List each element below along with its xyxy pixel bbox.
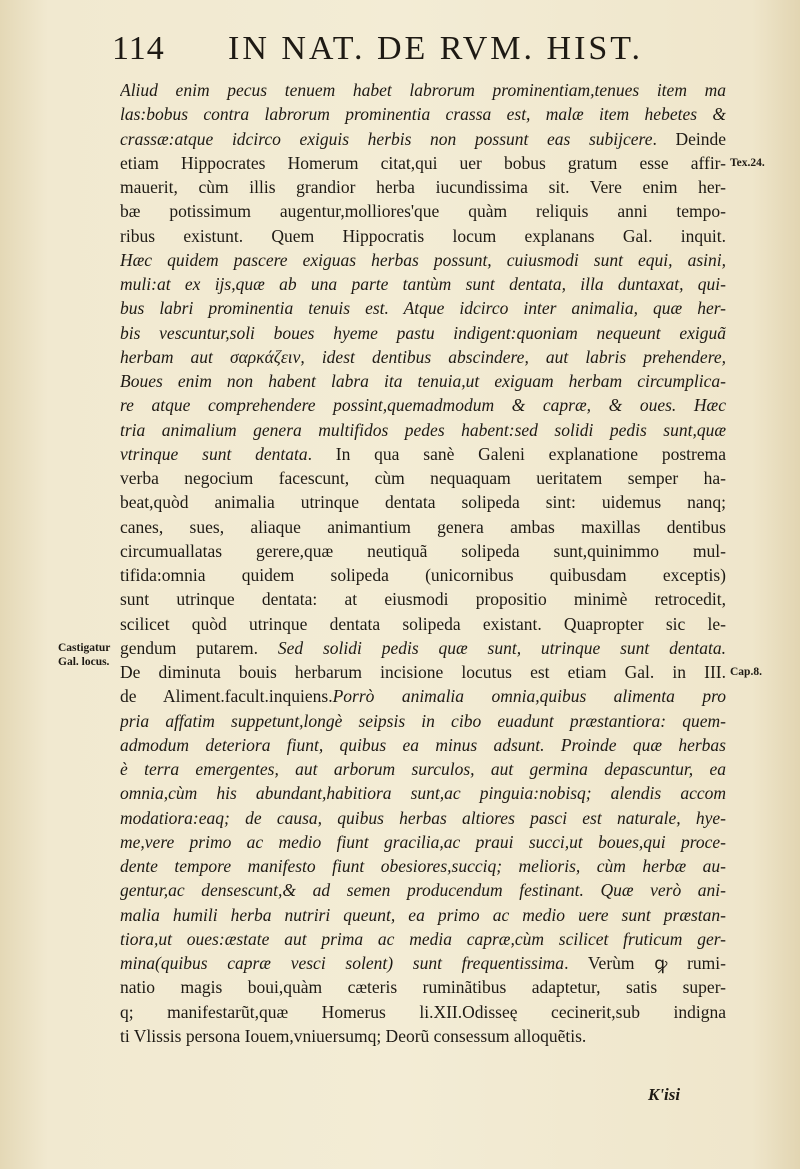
text-segment: vtrinque sunt dentata bbox=[120, 443, 308, 464]
text-line: Aliud enim pecus tenuem habet labrorum prominentiam,tenues item ma bbox=[120, 80, 726, 100]
text-line: re atque comprehendere possint,quemadmodum & capræ, & oues. Hæc bbox=[120, 395, 726, 416]
text-line: ti Vlissis persona Iouem,vniuersumq; Deorũ consessum alloquẽtis. bbox=[120, 1025, 587, 1046]
text-line: bis vescuntur,soli boues hyeme pastu indigent:quoniam nequeunt exiguã bbox=[120, 322, 726, 343]
text-segment: gendum putarem. bbox=[120, 637, 278, 658]
text-line: tifida:omnia quidem solipeda (unicornibus quibusdam exceptis) bbox=[120, 565, 726, 585]
text-line: bus labri prominentia tenuis est. Atque idcirco inter animalia, quæ her- bbox=[120, 298, 726, 319]
margin-note: Cap.8. bbox=[730, 666, 762, 678]
text-line: mauerit, cùm illis grandior herba iucundissima sit. Vere enim her- bbox=[120, 177, 726, 197]
text-line: gentur,ac densescunt,& ad semen producendum festinant. Quæ verò ani- bbox=[120, 880, 726, 901]
text-segment: de Aliment.facult.inquiens. bbox=[120, 686, 333, 707]
text-line: circumuallatas gerere,quæ neutiquã solipeda sunt,quinimmo mul- bbox=[120, 540, 726, 561]
text-line: sunt utrinque dentata: at eiusmodi propositio minimè retrocedit, bbox=[120, 589, 726, 610]
page-header bbox=[112, 30, 652, 70]
text-line: natio magis boui,quàm cæteris ruminãtibus adaptetur, satis super- bbox=[120, 977, 726, 998]
text-segment: Sed solidi pedis quæ sunt, utrinque sunt dentata. bbox=[277, 637, 726, 658]
text-line: muli:at ex ijs,quæ ab una parte tantùm sunt dentata, illa duntaxat, qui- bbox=[120, 274, 726, 294]
text-line: Hæc quidem pascere exiguas herbas possunt, cuiusmodi sunt equi, asini, bbox=[120, 249, 726, 270]
text-segment: . Verùm ꝙ rumi- bbox=[564, 953, 726, 973]
text-line: ribus existunt. Quem Hippocratis locum explanans Gal. inquit. bbox=[120, 225, 726, 246]
margin-note: Gal. locus. bbox=[58, 656, 110, 669]
page-number: 114 bbox=[112, 30, 165, 67]
text-line bbox=[120, 127, 726, 151]
text-line: tria animalium genera multifidos pedes habent:sed solidi pedis sunt,quæ bbox=[120, 419, 726, 440]
text-line: pria affatim suppetunt,longè seipsis in cibo euadunt præstantiora: quem- bbox=[120, 710, 726, 731]
text-line: etiam Hippocrates Homerum citat,qui uer bobus gratum esse affir- bbox=[120, 152, 726, 173]
text-line bbox=[120, 951, 726, 975]
text-line: Boues enim non habent labra ita tenuia,ut exiguam herbam circumplica- bbox=[120, 371, 726, 391]
text-segment: . Deinde bbox=[652, 128, 726, 149]
text-line: me,vere primo ac medio fiunt gracilia,ac praui succi,ut boues,qui proce- bbox=[120, 831, 726, 852]
text-segment: crassæ:atque idcirco exiguis herbis non possunt eas subijcere bbox=[120, 128, 653, 149]
text-line: las:bobus contra labrorum prominentia crassa est, malæ item hebetes & bbox=[120, 104, 726, 125]
text-segment: Porrò animalia omnia,quibus alimenta pro bbox=[332, 686, 726, 707]
text-line: dente tempore manifesto fiunt obesiores,succiq; melioris, cùm herbæ au- bbox=[120, 856, 726, 876]
text-line bbox=[120, 442, 726, 466]
text-line: verba negocium facescunt, cùm nequaquam ueritatem semper ha- bbox=[120, 468, 726, 488]
text-line: modatiora:eaq; de causa, quibus herbas altiores pasci est naturale, hye- bbox=[120, 807, 726, 828]
margin-note: Castigatur bbox=[58, 641, 111, 654]
text-line: herbam aut σαρκάζειν, idest dentibus abscindere, aut labris prehendere, bbox=[120, 346, 726, 367]
main-text-block bbox=[120, 78, 726, 1048]
text-line: tiora,ut oues:æstate aut prima ac media capræ,cùm scilicet fruticum ger- bbox=[120, 928, 726, 949]
text-line: omnia,cùm his abundant,habitiora sunt,ac pinguia:nobisq; alendis accom bbox=[120, 783, 726, 804]
text-segment: mina(quibus capræ vesci solent) sunt frequentissima bbox=[120, 953, 565, 973]
text-line bbox=[120, 636, 726, 660]
text-line: scilicet quòd utrinque dentata solipeda existant. Quapropter sic le- bbox=[120, 613, 726, 634]
text-line: beat,quòd animalia utrinque dentata solipeda sint: uidemus nanq; bbox=[120, 492, 726, 513]
text-line: bæ potissimum augentur,molliores'que quàm reliquis anni tempo- bbox=[120, 201, 726, 222]
margin-note: Tex.24. bbox=[730, 156, 765, 169]
text-line: canes, sues, aliaque animantium genera ambas maxillas dentibus bbox=[120, 516, 726, 537]
text-segment: . In qua sanè Galeni explanatione postrema bbox=[307, 443, 726, 464]
running-head: IN NAT. DE RVM. HIST. bbox=[228, 30, 644, 67]
text-line: è terra emergentes, aut arborum surculos, aut germina depascuntur, ea bbox=[120, 759, 726, 779]
text-line: q; manifestarũt,quæ Homerus li.XII.Odisseę cecinerit,sub indigna bbox=[120, 1001, 726, 1022]
catchword: K'isi bbox=[648, 1085, 681, 1104]
text-line bbox=[120, 684, 726, 708]
text-line: malia humili herba nutriri queunt, ea primo ac medio uere sunt præstan- bbox=[120, 904, 726, 925]
text-line: De diminuta bouis herbarum incisione locutus est etiam Gal. in III. bbox=[120, 662, 726, 682]
text-line: admodum deteriora fiunt, quibus ea minus adsunt. Proinde quæ herbas bbox=[120, 734, 726, 755]
